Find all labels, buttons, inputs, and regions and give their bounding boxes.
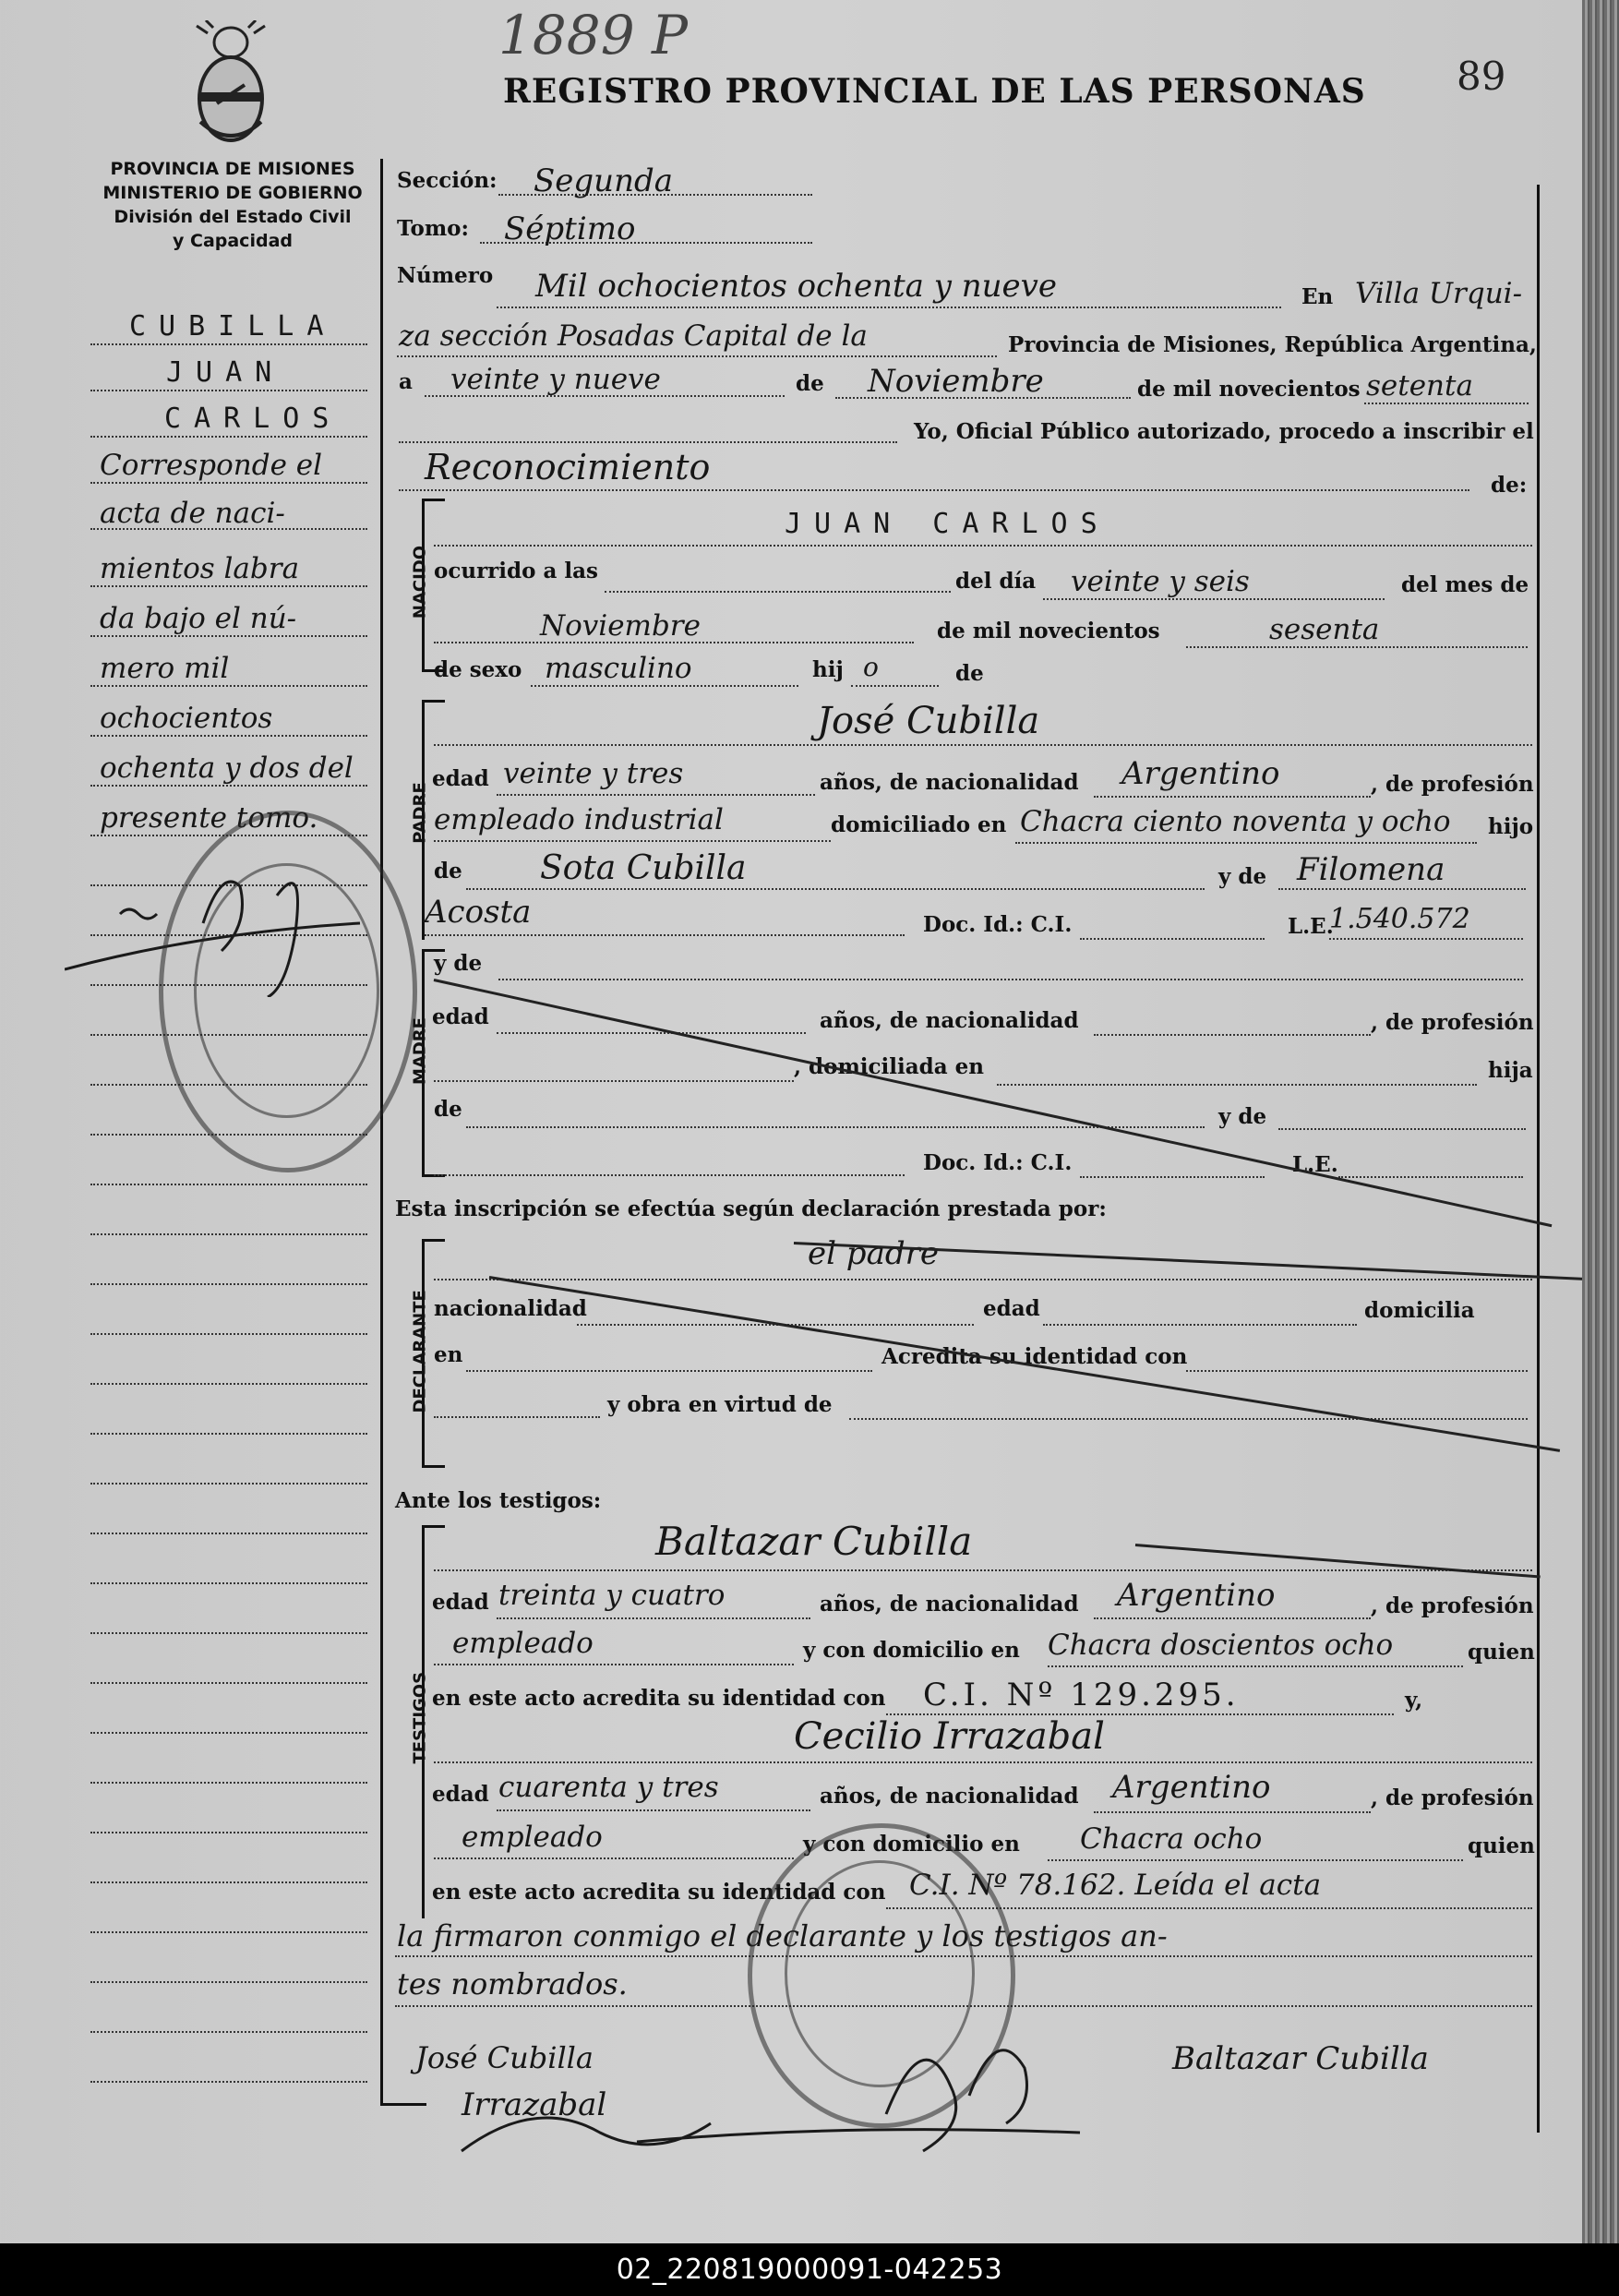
label-hij: hij — [812, 657, 844, 682]
section-testigos: TESTIGOS — [410, 1671, 430, 1764]
field-testigo2-edad: cuarenta y tres — [498, 1771, 719, 1804]
field-testigo2-domicilio: Chacra ocho — [1080, 1822, 1263, 1856]
label-del-mes: del mes de — [1401, 572, 1529, 597]
field-nacido-nombre: JUAN CARLOS — [785, 508, 1110, 540]
field-testigo2-nombre: Cecilio Irrazabal — [794, 1715, 1105, 1758]
label-le: L.E. — [1288, 914, 1334, 939]
label-obra: y obra en virtud de — [607, 1392, 833, 1417]
section-declarante: DECLARANTE — [410, 1290, 430, 1413]
label-de: de — [796, 371, 824, 396]
corner-note: 1889 P — [498, 4, 689, 66]
field-anio: setenta — [1366, 369, 1473, 403]
field-padre-padre: Sota Cubilla — [540, 849, 747, 887]
label-de-2: de: — [1491, 473, 1528, 498]
field-padre-profesion: empleado industrial — [434, 803, 724, 836]
label-testigo2-domicilio: y con domicilio en — [803, 1832, 1020, 1857]
label-oficial: Yo, Oficial Público autorizado, procedo a inscribir el — [914, 419, 1534, 444]
label-de-3: de — [955, 661, 984, 686]
label-hija: hija — [1488, 1058, 1533, 1083]
label-padre-profesion: , de profesión — [1371, 772, 1534, 797]
label-quien-2: quien — [1468, 1833, 1535, 1858]
label-testigo1-domicilio: y con domicilio en — [803, 1638, 1020, 1663]
closing-line-1: la firmaron conmigo el declarante y los testigos an- — [397, 1918, 1168, 1953]
margin-note-2: acta de naci- — [100, 497, 285, 530]
margin-rule — [380, 159, 383, 2105]
field-numero: Mil ochocientos ochenta y nueve — [535, 268, 1058, 305]
issuer-capacity: y Capacidad — [173, 231, 293, 251]
field-sexo: masculino — [545, 652, 692, 685]
image-caption: 02_220819000091-042253 — [616, 2254, 1003, 2286]
field-testigo1-id: C.I. Nº 129.295. — [923, 1677, 1240, 1713]
label-ante-testigos: Ante los testigos: — [395, 1488, 602, 1513]
closing-line-2: tes nombrados. — [397, 1966, 628, 2001]
label-seccion: Sección: — [397, 168, 498, 193]
label-y-de-2: y de — [434, 951, 483, 976]
label-testigo2-nacionalidad: años, de nacionalidad — [820, 1784, 1079, 1809]
label-declarante-en: en — [434, 1342, 463, 1367]
book-binding-edge — [1582, 0, 1619, 2243]
field-padre-madre: Filomena — [1297, 851, 1445, 888]
label-madre-nacionalidad: años, de nacionalidad — [820, 1008, 1079, 1033]
field-nacido-mes: Noviembre — [540, 609, 701, 643]
signature-irrazabal: Irrazabal — [462, 2086, 607, 2123]
field-hij-suffix: o — [863, 652, 879, 682]
label-padre-domicilio: domiciliado en — [831, 812, 1007, 837]
page-title: REGISTRO PROVINCIAL DE LAS PERSONAS — [503, 72, 1366, 111]
field-testigo1-nacionalidad: Argentino — [1117, 1577, 1276, 1614]
label-en: En — [1301, 284, 1334, 309]
label-numero: Número — [397, 263, 494, 288]
field-tomo: Séptimo — [504, 210, 636, 247]
margin-name1: JUAN — [166, 356, 285, 389]
testigo1-strike — [1135, 1544, 1541, 1579]
section-padre: PADRE — [410, 782, 430, 844]
issuer-division: División del Estado Civil — [114, 207, 352, 227]
label-testigo1-acredita: en este acto acredita su identidad con — [432, 1686, 886, 1711]
margin-note-8: presente tomo. — [100, 801, 318, 835]
margin-note-3: mientos labra — [100, 552, 300, 585]
margin-note-5: mero mil — [100, 652, 230, 685]
field-declarante: el padre — [808, 1235, 939, 1272]
label-madre-profesion: , de profesión — [1371, 1010, 1534, 1035]
label-del-dia: del día — [955, 569, 1037, 594]
image-caption-bar — [0, 2243, 1619, 2296]
margin-note-7: ochenta y dos del — [100, 751, 354, 785]
label-esta-inscripcion: Esta inscripción se efectúa según declaración prestada por: — [395, 1196, 1107, 1221]
label-a: a — [399, 369, 413, 394]
field-testigo2-nacionalidad: Argentino — [1112, 1769, 1271, 1806]
margin-note-1: Corresponde el — [100, 449, 323, 482]
label-padre-edad: edad — [432, 766, 489, 791]
coat-of-arms-icon — [189, 20, 272, 148]
official-stamp-inner — [194, 863, 379, 1118]
label-de-mil: de mil novecientos — [1137, 377, 1361, 402]
label-padre-nacionalidad: años, de nacionalidad — [820, 770, 1079, 795]
label-testigo1-edad: edad — [432, 1590, 489, 1615]
field-padre-le: 1.540.572 — [1329, 903, 1470, 935]
field-testigo1-edad: treinta y cuatro — [498, 1579, 726, 1612]
label-ocurrido: ocurrido a las — [434, 559, 598, 583]
label-de-mil-2: de mil novecientos — [937, 619, 1160, 643]
margin-name2: CARLOS — [164, 403, 342, 435]
label-y-comma: y, — [1405, 1688, 1423, 1713]
label-madre-de: de — [434, 1097, 462, 1122]
label-y-de: y de — [1218, 864, 1267, 889]
field-testigo1-domicilio: Chacra doscientos ocho — [1048, 1629, 1394, 1662]
field-nacido-dia: veinte y seis — [1071, 565, 1250, 598]
label-de-4: de — [434, 859, 462, 884]
field-testigo2-id: C.I. Nº 78.162. Leída el acta — [909, 1869, 1322, 1902]
field-padre-nombre: José Cubilla — [817, 700, 1040, 742]
label-testigo2-profesion: , de profesión — [1371, 1785, 1534, 1810]
section-nacido: NACIDO — [410, 545, 430, 619]
issuer-block — [85, 157, 380, 253]
field-padre-domicilio: Chacra ciento noventa y ocho — [1020, 805, 1451, 838]
section-madre: MADRE — [410, 1017, 430, 1085]
margin-surname: CUBILLA — [129, 310, 337, 343]
field-padre-madre-2: Acosta — [425, 894, 532, 931]
field-mes: Noviembre — [868, 363, 1044, 400]
page-number: 89 — [1457, 54, 1506, 99]
field-padre-nacionalidad: Argentino — [1121, 755, 1280, 792]
label-tomo: Tomo: — [397, 216, 469, 241]
label-provincia: Provincia de Misiones, República Argentina, — [1008, 332, 1537, 357]
margin-note-6: ochocientos — [100, 702, 273, 735]
label-acredita: Acredita su identidad con — [881, 1344, 1188, 1369]
margin-note-4: da bajo el nú- — [100, 602, 297, 635]
label-sexo: de sexo — [434, 657, 522, 682]
bottom-margin-rule — [380, 2103, 426, 2106]
label-madre-doc-id: Doc. Id.: C.I. — [923, 1150, 1073, 1175]
label-madre-y-de: y de — [1218, 1104, 1267, 1129]
signature-jose-cubilla: José Cubilla — [415, 2040, 594, 2075]
issuer-province: PROVINCIA DE MISIONES — [110, 159, 355, 179]
field-nacido-anio: sesenta — [1269, 613, 1380, 646]
right-rule — [1537, 185, 1540, 2133]
label-testigo2-edad: edad — [432, 1782, 489, 1807]
signature-baltazar-cubilla: Baltazar Cubilla — [1172, 2040, 1429, 2077]
label-testigo2-acredita: en este acto acredita su identidad con — [432, 1880, 886, 1905]
label-hijo: hijo — [1488, 814, 1534, 839]
label-domicilia: domicilia — [1364, 1298, 1475, 1323]
field-en: Villa Urqui- — [1355, 277, 1523, 310]
signature-flourishes — [452, 2013, 1505, 2170]
field-seccion: Segunda — [534, 162, 674, 199]
field-dia: veinte y nueve — [450, 363, 661, 396]
field-acto: Reconocimiento — [425, 447, 711, 487]
label-testigo1-nacionalidad: años, de nacionalidad — [820, 1592, 1079, 1617]
field-lugar: za sección Posadas Capital de la — [399, 319, 868, 353]
field-testigo1-profesion: empleado — [452, 1627, 594, 1660]
label-madre-edad: edad — [432, 1004, 489, 1029]
label-quien: quien — [1468, 1640, 1535, 1665]
field-padre-edad: veinte y tres — [503, 757, 684, 790]
issuer-ministry: MINISTERIO DE GOBIERNO — [102, 183, 363, 203]
label-madre-domicilio: , domiciliada en — [794, 1054, 984, 1079]
label-testigo1-profesion: , de profesión — [1371, 1593, 1534, 1618]
label-declarante-nacionalidad: nacionalidad — [434, 1296, 587, 1321]
field-testigo2-profesion: empleado — [462, 1821, 603, 1854]
label-doc-id: Doc. Id.: C.I. — [923, 912, 1073, 937]
field-testigo1-nombre: Baltazar Cubilla — [655, 1519, 973, 1564]
label-madre-le: L.E. — [1292, 1152, 1338, 1177]
label-declarante-edad: edad — [983, 1296, 1040, 1321]
